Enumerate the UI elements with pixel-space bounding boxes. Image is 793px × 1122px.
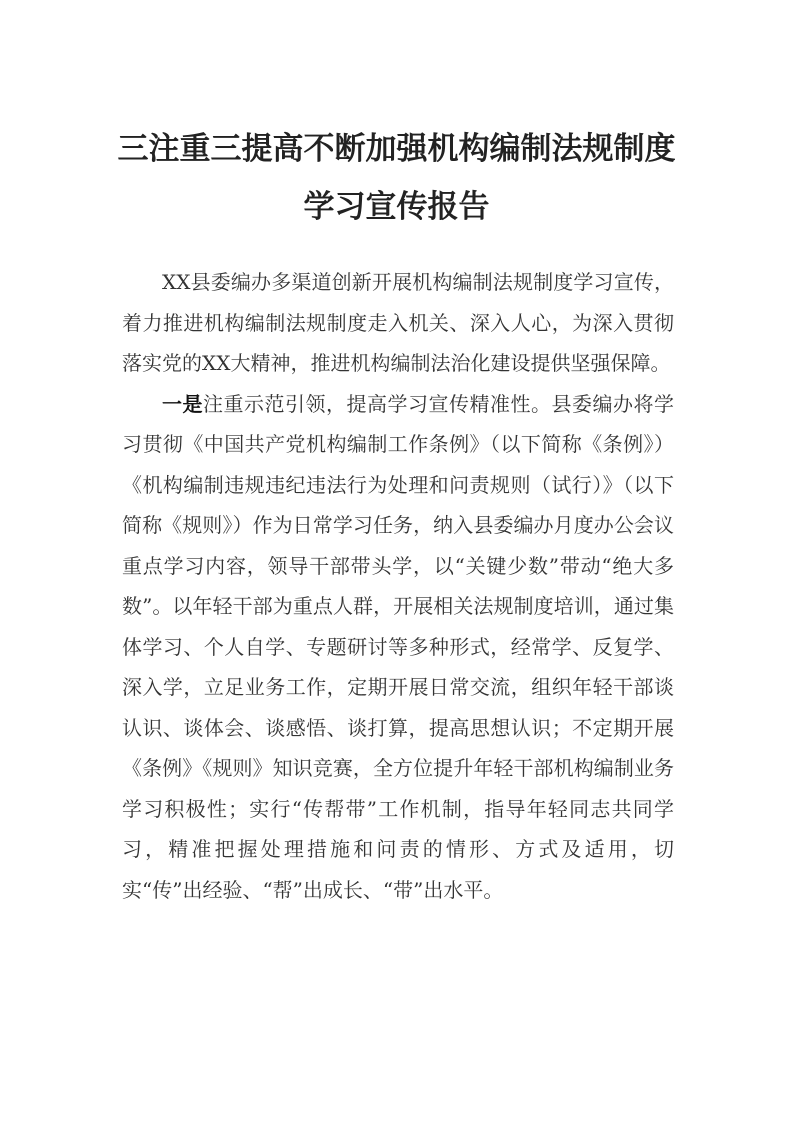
paragraph-text: 注重示范引领，提高学习宣传精准性。县委编办将学习贯彻《中国共产党机构编制工作条例》（以下简称《条例》）《机构编制违规违纪违法行为处理和问责规则（试行）》（以下简称《规则》）作为日常学习任务，纳入县委编办月度办公会议重点学习内容，领导干部带头学，以“关键少数”带动“绝大多数”。以年轻干部为重点人群，开展相关法规制度培训，通过集体学习、个人自学、专题研讨等多种形式，经常学、反复学、深入学，立足业务工作，定期开展日常交流，组织年轻干部谈认识、谈体会、谈感悟、谈打算，提高思想认识；不定期开展《条例》《规则》知识竞赛，全方位提升年轻干部机构编制业务学习积极性；实行“传帮带”工作机制，指导年轻同志共同学习，精准把握处理措施和问责的情形、方式及适用，切实“传”出经验、“帮”出成长、“带”出水平。 xyxy=(122,391,674,902)
document-body xyxy=(122,262,674,910)
paragraph-text: XX县委编办多渠道创新开展机构编制法规制度学习宣传，着力推进机构编制法规制度走入机关、深入人心，为深入贯彻落实党的XX大精神，推进机构编制法治化建设提供坚强保障。 xyxy=(122,270,674,375)
paragraph-intro xyxy=(122,262,674,384)
paragraph-point-one xyxy=(122,384,674,911)
document-title: 三注重三提高不断加强机构编制法规制度学习宣传报告 xyxy=(117,131,676,225)
paragraph-lead: 一是 xyxy=(162,391,203,416)
